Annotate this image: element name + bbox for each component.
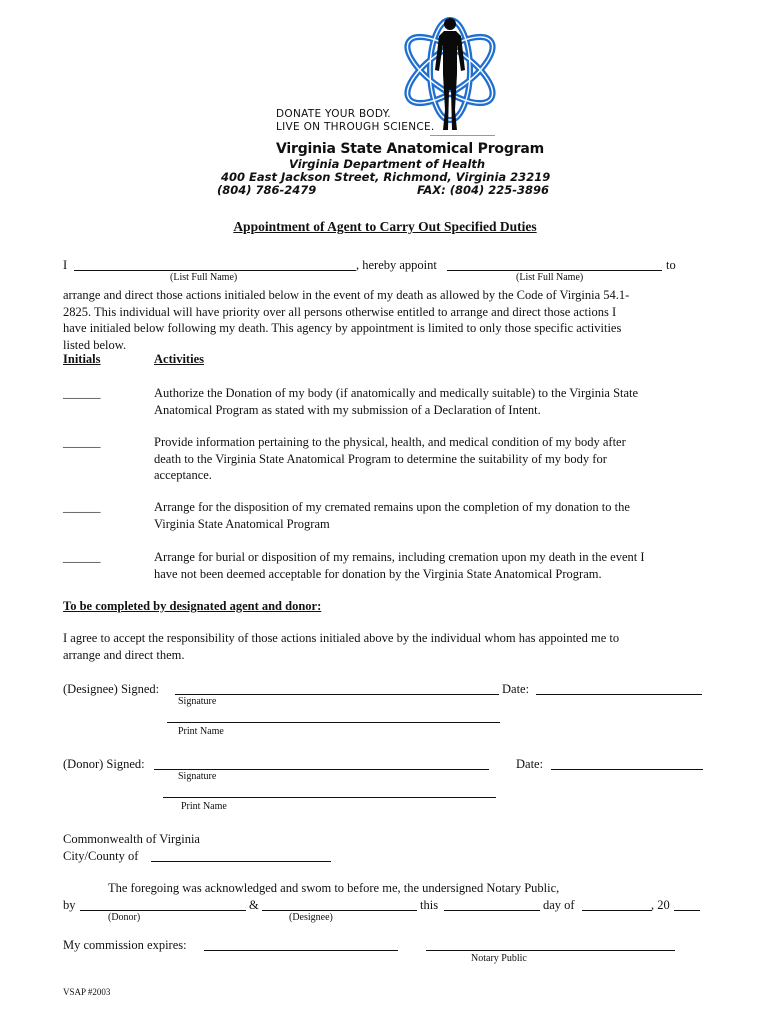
- section-heading: To be completed by designated agent and donor:: [63, 599, 322, 613]
- intro-line: have initialed below following my death. This agency by appointment is limited to only those specific activities: [63, 321, 622, 335]
- designee-signature-caption: Signature: [178, 696, 217, 707]
- initials-field[interactable]: ______: [63, 435, 101, 449]
- phone: (804) 786-2479: [217, 183, 317, 197]
- donor-date-field[interactable]: [551, 769, 703, 770]
- day-of-label: day of: [543, 898, 575, 912]
- activity-item: [154, 434, 714, 484]
- commonwealth-label: Commonwealth of Virginia: [63, 832, 200, 846]
- appointer-name-field[interactable]: [74, 270, 356, 271]
- designee-signature-field[interactable]: [175, 694, 499, 695]
- donor-date-label: Date:: [516, 757, 544, 771]
- agree-line: I agree to accept the responsibility of those actions initialed above by the individual whom has appointed me to: [63, 631, 620, 645]
- appoint-prefix: I: [63, 258, 68, 272]
- logo-tagline-1: DONATE YOUR BODY.: [276, 108, 391, 120]
- notary-designee-field[interactable]: [262, 910, 417, 911]
- notary-signature-field[interactable]: [426, 950, 675, 951]
- activities-header: Activities: [154, 352, 204, 366]
- donor-signed-label: (Donor) Signed:: [63, 757, 145, 771]
- logo-rule: [430, 135, 495, 136]
- acknowledgement-text: The foregoing was acknowledged and swom to before me, the undersigned Notary Public,: [108, 881, 560, 895]
- agent-name-field[interactable]: [447, 270, 662, 271]
- activity-line: Virginia State Anatomical Program: [154, 516, 330, 531]
- commission-expiry-field[interactable]: [204, 950, 398, 951]
- notary-donor-field[interactable]: [80, 910, 246, 911]
- this-label: this: [420, 898, 439, 912]
- designee-print-name-field[interactable]: [167, 722, 500, 723]
- initials-header: Initials: [63, 352, 101, 366]
- activity-item: [154, 499, 714, 532]
- intro-line: 2825. This individual will have priority over all persons otherwise entitled to arrange and direct those actions I: [63, 304, 617, 319]
- initials-field[interactable]: ______: [63, 550, 101, 564]
- activity-line: have not been deemed acceptable for donation by the Virginia State Anatomical Program.: [154, 566, 602, 581]
- agree-line: arrange and direct them.: [63, 647, 185, 662]
- city-county-field[interactable]: [151, 861, 331, 862]
- activity-line: Arrange for burial or disposition of my remains, including cremation upon my death in the event I: [154, 550, 645, 564]
- form-id: VSAP #2003: [63, 987, 111, 997]
- notary-month-field[interactable]: [582, 910, 652, 911]
- notary-designee-caption: (Designee): [289, 912, 333, 923]
- donor-signature-caption: Signature: [178, 771, 217, 782]
- activity-item: [154, 385, 714, 418]
- intro-line: arrange and direct those actions initialed below in the event of my death as allowed by the Code of Virginia 54.1-: [63, 288, 630, 302]
- agent-name-label: (List Full Name): [516, 272, 584, 283]
- designee-print-name-caption: Print Name: [178, 726, 224, 737]
- year-prefix: , 20: [651, 898, 670, 912]
- notary-public-caption: Notary Public: [471, 953, 527, 964]
- initials-field[interactable]: ______: [63, 386, 101, 400]
- intro-line: listed below.: [63, 337, 127, 352]
- logo-tagline-2: LIVE ON THROUGH SCIENCE.: [276, 121, 435, 133]
- activity-line: death to the Virginia State Anatomical Program to determine the suitability of my body for: [154, 451, 607, 466]
- notary-day-field[interactable]: [444, 910, 540, 911]
- address: 400 East Jackson Street, Richmond, Virginia 23219: [221, 170, 551, 184]
- intro-paragraph: [63, 287, 723, 353]
- notary-year-field[interactable]: [674, 910, 700, 911]
- form-title: Appointment of Agent to Carry Out Specified Duties: [233, 219, 537, 234]
- notary-donor-caption: (Donor): [108, 912, 141, 923]
- designee-signed-label: (Designee) Signed:: [63, 682, 160, 696]
- commission-label: My commission expires:: [63, 938, 187, 952]
- city-county-label: City/County of: [63, 849, 139, 863]
- donor-signature-field[interactable]: [154, 769, 489, 770]
- activity-line: Authorize the Donation of my body (if anatomically and medically suitable) to the Virginia State: [154, 386, 639, 400]
- donor-print-name-field[interactable]: [163, 797, 496, 798]
- activity-line: acceptance.: [154, 468, 212, 482]
- designee-date-field[interactable]: [536, 694, 702, 695]
- appointer-name-label: (List Full Name): [170, 272, 238, 283]
- program-name: Virginia State Anatomical Program: [276, 141, 544, 157]
- ampersand: &: [249, 898, 259, 912]
- initials-field[interactable]: ______: [63, 500, 101, 514]
- appoint-suffix: to: [666, 258, 676, 272]
- department-name: Virginia Department of Health: [289, 157, 486, 171]
- activity-line: Provide information pertaining to the physical, health, and medical condition of my body after: [154, 435, 626, 449]
- designee-date-label: Date:: [502, 682, 530, 696]
- activity-line: Arrange for the disposition of my cremated remains upon the completion of my donation to the: [154, 500, 630, 514]
- appoint-middle: , hereby appoint: [356, 258, 437, 272]
- activity-item: [154, 549, 714, 582]
- agreement-paragraph: [63, 630, 723, 663]
- fax: FAX: (804) 225-3896: [417, 183, 550, 197]
- activity-line: Anatomical Program as stated with my submission of a Declaration of Intent.: [154, 402, 541, 417]
- by-label: by: [63, 898, 76, 912]
- donor-print-name-caption: Print Name: [181, 801, 227, 812]
